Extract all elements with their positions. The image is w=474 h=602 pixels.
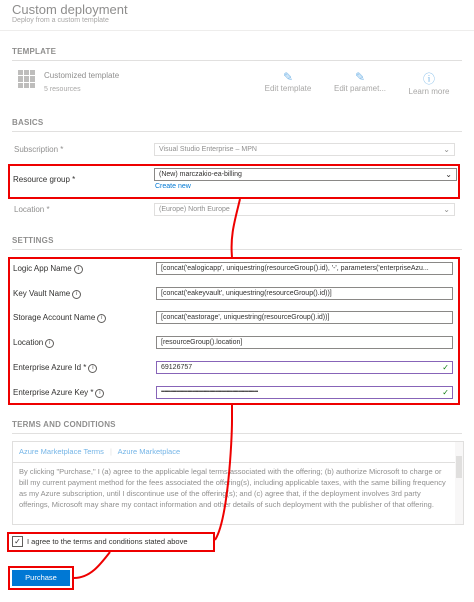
page-subtitle: Deploy from a custom template <box>12 17 109 24</box>
template-resources: 5 resources <box>44 86 81 93</box>
enterprise-azure-key-label: Enterprise Azure Key * i <box>13 388 104 398</box>
settings-heading: SETTINGS <box>12 236 54 245</box>
storage-account-name-input[interactable]: [concat('eastorage', uniquestring(resourceGroup().id))] <box>156 311 453 324</box>
info-icon: i <box>88 364 97 373</box>
checkmark-icon: ✓ <box>14 537 21 546</box>
pencil-icon: ✎ <box>354 70 366 84</box>
tab-separator: | <box>110 447 112 456</box>
connector-line <box>74 552 110 578</box>
storage-account-name-label: Storage Account Name i <box>13 313 106 323</box>
basics-heading: BASICS <box>12 118 44 127</box>
connector-line <box>232 199 240 257</box>
subscription-select[interactable]: Visual Studio Enterprise – MPN ⌄ <box>154 143 455 156</box>
learn-more-button[interactable]: ⓘ Learn more <box>404 70 454 96</box>
logic-app-name-input[interactable]: [concat('ealogicapp', uniquestring(resourceGroup().id), '-', parameters('enterpriseAzu... <box>156 262 453 275</box>
pencil-icon: ✎ <box>282 70 294 84</box>
resource-group-select[interactable]: (New) marczakio-ea-billing ⌄ <box>154 168 457 181</box>
location-select[interactable]: (Europe) North Europe ⌄ <box>154 203 455 216</box>
purchase-button[interactable]: Purchase <box>12 570 70 586</box>
edit-parameters-button[interactable]: ✎ Edit paramet... <box>330 70 390 93</box>
agree-label: I agree to the terms and conditions stated above <box>27 537 188 546</box>
connector-line <box>215 405 232 540</box>
edit-template-button[interactable]: ✎ Edit template <box>260 70 316 93</box>
info-icon: i <box>45 339 54 348</box>
terms-heading: TERMS AND CONDITIONS <box>12 420 116 429</box>
template-heading: TEMPLATE <box>12 47 57 56</box>
chevron-down-icon: ⌄ <box>445 170 452 179</box>
enterprise-azure-key-input[interactable]: •••••••••••••••••••••••••••••••••••••••••••••••••••••••••••••••••••••••••••••••••••• ✓ <box>156 386 453 399</box>
info-icon: i <box>72 290 81 299</box>
location-param-input[interactable]: [resourceGroup().location] <box>156 336 453 349</box>
subscription-label: Subscription * <box>14 145 64 154</box>
location-param-label: Location i <box>13 338 54 348</box>
page-title: Custom deployment <box>12 2 128 17</box>
template-name: Customized template <box>44 71 120 80</box>
terms-text: By clicking "Purchase," I (a) agree to the applicable legal terms associated with the offering; (b) authorize Microsoft to charge or bill my current payment method for the fees associated the offering(s), including applicable taxes, with the same billing frequency as my Azure subscription, until I discontinue use of the offering(s); and (c) agree that, if the deployment involves 3rd party offerings, Microsoft may share my contact information and other details of such deployment with the publisher of that offering. <box>19 467 446 509</box>
key-vault-name-label: Key Vault Name i <box>13 289 81 299</box>
create-new-link[interactable]: Create new <box>155 183 191 190</box>
logic-app-name-label: Logic App Name i <box>13 264 83 274</box>
tab-azure-marketplace-terms[interactable]: Azure Marketplace Terms <box>19 447 104 456</box>
tab-azure-marketplace[interactable]: Azure Marketplace <box>117 447 181 456</box>
chevron-down-icon: ⌄ <box>443 205 450 214</box>
enterprise-azure-id-input[interactable]: 69126757 ✓ <box>156 361 453 374</box>
info-icon: ⓘ <box>422 72 435 86</box>
info-icon: i <box>95 389 104 398</box>
info-icon: i <box>97 314 106 323</box>
key-vault-name-input[interactable]: [concat('eakeyvault', uniquestring(resourceGroup().id))] <box>156 287 453 300</box>
location-label: Location * <box>14 205 50 214</box>
checkmark-icon: ✓ <box>442 363 449 372</box>
enterprise-azure-id-label: Enterprise Azure Id * i <box>13 363 97 373</box>
info-icon: i <box>74 265 83 274</box>
checkmark-icon: ✓ <box>442 388 449 397</box>
chevron-down-icon: ⌄ <box>443 145 450 154</box>
resource-group-label: Resource group * <box>13 175 76 184</box>
